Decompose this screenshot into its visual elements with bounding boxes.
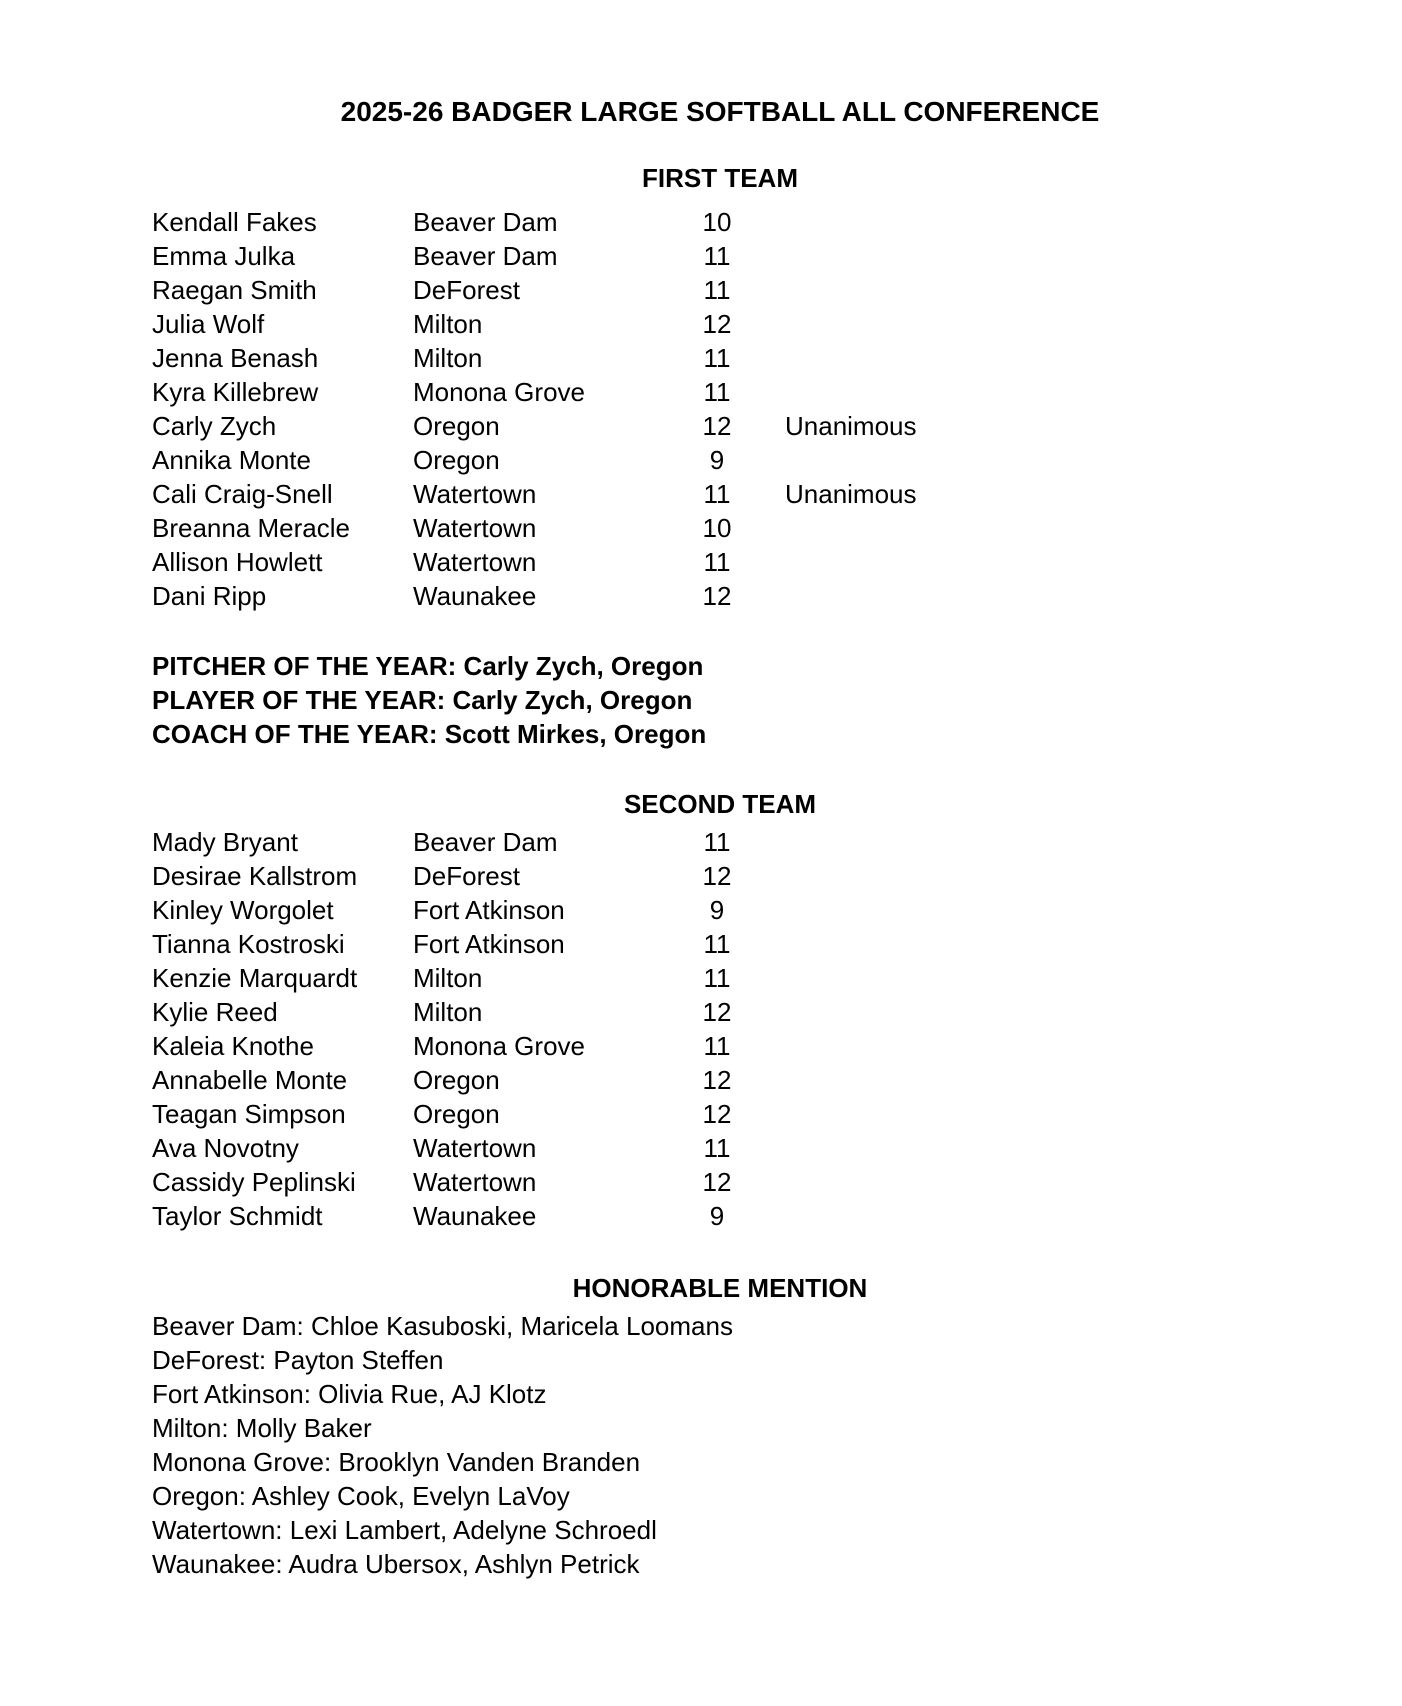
- player-row: [152, 205, 1288, 239]
- player-row: [152, 1199, 1288, 1233]
- player-name: Kyra Killebrew: [152, 377, 319, 407]
- player-school: Monona Grove: [413, 377, 585, 407]
- player-grade: 10: [702, 207, 732, 237]
- player-unanimous-note: Unanimous: [785, 411, 917, 441]
- player-grade: 11: [703, 275, 731, 305]
- player-school: Oregon: [413, 1065, 500, 1095]
- player-name: Breanna Meracle: [152, 513, 350, 543]
- player-row: [152, 443, 1288, 477]
- first-team-heading: FIRST TEAM: [642, 163, 798, 193]
- player-name: Kenzie Marquardt: [152, 963, 358, 993]
- player-row: [152, 341, 1288, 375]
- player-row: [152, 409, 1288, 443]
- player-school: DeForest: [413, 275, 520, 305]
- player-grade: 12: [702, 411, 732, 441]
- player-name: Cali Craig-Snell: [152, 479, 333, 509]
- honorable-mention-entry: Oregon: Ashley Cook, Evelyn LaVoy: [152, 1481, 570, 1511]
- coach-of-the-year-line: COACH OF THE YEAR: Scott Mirkes, Oregon: [152, 719, 707, 749]
- honorable-mention-list: [152, 1309, 1288, 1581]
- player-name: Teagan Simpson: [152, 1099, 346, 1129]
- player-name: Annika Monte: [152, 445, 311, 475]
- honorable-mention-entry: Milton: Molly Baker: [152, 1413, 372, 1443]
- player-school: Milton: [413, 963, 483, 993]
- honorable-mention-entry: Beaver Dam: Chloe Kasuboski, Maricela Loomans: [152, 1311, 733, 1341]
- pitcher-of-the-year-line: PITCHER OF THE YEAR: Carly Zych, Oregon: [152, 651, 704, 681]
- player-school: Beaver Dam: [413, 241, 558, 271]
- player-name: Raegan Smith: [152, 275, 317, 305]
- player-name: Kendall Fakes: [152, 207, 317, 237]
- honorable-mention-heading: HONORABLE MENTION: [572, 1273, 868, 1303]
- player-grade: 11: [703, 343, 731, 373]
- player-grade: 11: [703, 1133, 731, 1163]
- player-grade: 11: [703, 963, 731, 993]
- honorable-mention-entry: Waunakee: Audra Ubersox, Ashlyn Petrick: [152, 1549, 640, 1579]
- player-school: Oregon: [413, 411, 500, 441]
- player-name: Allison Howlett: [152, 547, 323, 577]
- first-team-table: [152, 205, 1288, 613]
- honorable-mention-entry: DeForest: Payton Steffen: [152, 1345, 444, 1375]
- player-row: [152, 1029, 1288, 1063]
- awards-section: [152, 649, 1288, 751]
- second-team-heading: SECOND TEAM: [623, 789, 817, 819]
- player-row: [152, 239, 1288, 273]
- player-name: Kaleia Knothe: [152, 1031, 314, 1061]
- player-name: Kylie Reed: [152, 997, 278, 1027]
- player-grade: 12: [702, 1099, 732, 1129]
- player-of-the-year-line: PLAYER OF THE YEAR: Carly Zych, Oregon: [152, 685, 693, 715]
- player-row: [152, 579, 1288, 613]
- player-name: Tianna Kostroski: [152, 929, 345, 959]
- player-school: Fort Atkinson: [413, 895, 565, 925]
- player-school: Milton: [413, 997, 483, 1027]
- player-grade: 10: [702, 513, 732, 543]
- player-name: Mady Bryant: [152, 827, 298, 857]
- player-grade: 9: [709, 1201, 725, 1231]
- player-name: Julia Wolf: [152, 309, 265, 339]
- player-row: [152, 1165, 1288, 1199]
- player-grade: 11: [703, 241, 731, 271]
- player-school: Watertown: [413, 1133, 537, 1163]
- player-name: Cassidy Peplinski: [152, 1167, 356, 1197]
- player-school: Waunakee: [413, 1201, 537, 1231]
- player-row: [152, 893, 1288, 927]
- player-grade: 9: [709, 445, 725, 475]
- player-row: [152, 927, 1288, 961]
- player-school: Milton: [413, 343, 483, 373]
- player-grade: 12: [702, 861, 732, 891]
- page-title: 2025-26 BADGER LARGE SOFTBALL ALL CONFERENCE: [340, 96, 1100, 127]
- player-row: [152, 307, 1288, 341]
- second-team-table: [152, 825, 1288, 1233]
- player-school: Watertown: [413, 547, 537, 577]
- player-unanimous-note: Unanimous: [785, 479, 917, 509]
- player-row: [152, 511, 1288, 545]
- player-name: Jenna Benash: [152, 343, 319, 373]
- player-grade: 11: [703, 1031, 731, 1061]
- player-school: Oregon: [413, 1099, 500, 1129]
- player-grade: 12: [702, 581, 732, 611]
- player-row: [152, 961, 1288, 995]
- player-grade: 11: [703, 547, 731, 577]
- player-name: Kinley Worgolet: [152, 895, 334, 925]
- player-grade: 12: [702, 309, 732, 339]
- player-school: Milton: [413, 309, 483, 339]
- player-school: Watertown: [413, 1167, 537, 1197]
- player-row: [152, 995, 1288, 1029]
- player-grade: 12: [702, 997, 732, 1027]
- player-grade: 11: [703, 479, 731, 509]
- player-grade: 12: [702, 1065, 732, 1095]
- player-grade: 12: [702, 1167, 732, 1197]
- player-school: Monona Grove: [413, 1031, 585, 1061]
- player-row: [152, 545, 1288, 579]
- honorable-mention-entry: Monona Grove: Brooklyn Vanden Branden: [152, 1447, 641, 1477]
- player-row: [152, 477, 1288, 511]
- player-name: Taylor Schmidt: [152, 1201, 323, 1231]
- player-school: Watertown: [413, 479, 537, 509]
- player-row: [152, 825, 1288, 859]
- player-grade: 11: [703, 827, 731, 857]
- player-name: Dani Ripp: [152, 581, 267, 611]
- player-name: Emma Julka: [152, 241, 296, 271]
- player-row: [152, 1063, 1288, 1097]
- player-school: Oregon: [413, 445, 500, 475]
- player-name: Carly Zych: [152, 411, 277, 441]
- player-row: [152, 375, 1288, 409]
- player-row: [152, 859, 1288, 893]
- document-page: [152, 0, 1288, 1581]
- player-school: Watertown: [413, 513, 537, 543]
- player-grade: 11: [703, 929, 731, 959]
- player-school: Fort Atkinson: [413, 929, 565, 959]
- player-grade: 11: [703, 377, 731, 407]
- player-row: [152, 273, 1288, 307]
- player-school: Beaver Dam: [413, 207, 558, 237]
- player-grade: 9: [709, 895, 725, 925]
- player-school: DeForest: [413, 861, 520, 891]
- honorable-mention-entry: Watertown: Lexi Lambert, Adelyne Schroedl: [152, 1515, 657, 1545]
- player-name: Ava Novotny: [152, 1133, 299, 1163]
- player-row: [152, 1131, 1288, 1165]
- player-school: Waunakee: [413, 581, 537, 611]
- player-name: Desirae Kallstrom: [152, 861, 358, 891]
- honorable-mention-entry: Fort Atkinson: Olivia Rue, AJ Klotz: [152, 1379, 547, 1409]
- player-row: [152, 1097, 1288, 1131]
- player-name: Annabelle Monte: [152, 1065, 348, 1095]
- player-school: Beaver Dam: [413, 827, 558, 857]
